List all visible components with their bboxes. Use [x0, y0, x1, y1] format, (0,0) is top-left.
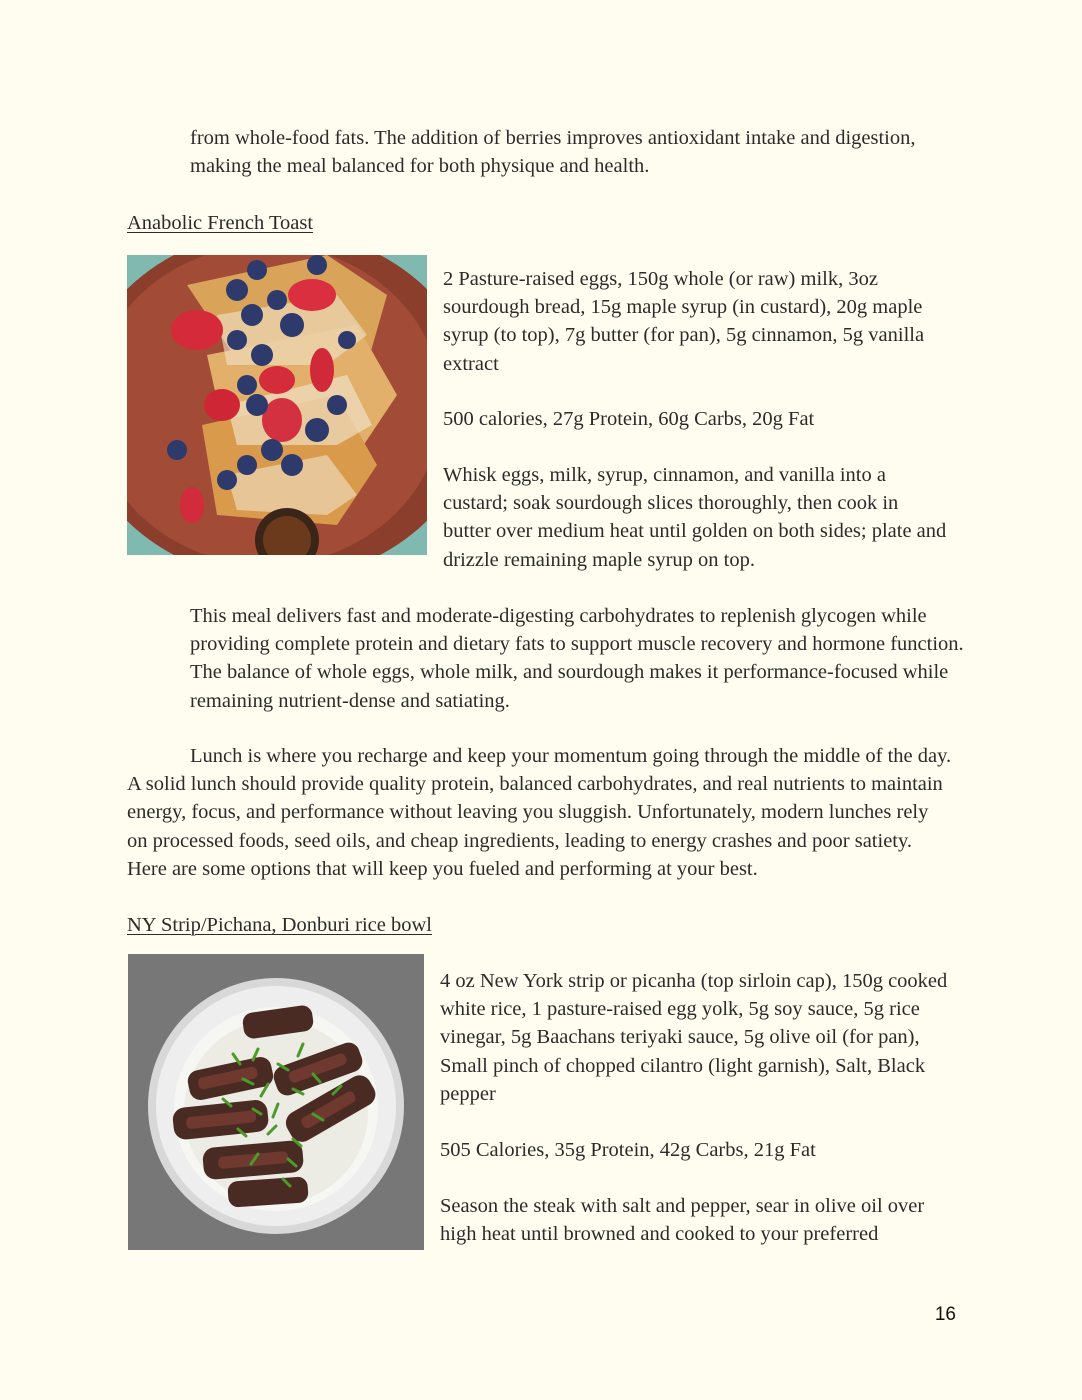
- french-toast-ingredients: 2 Pasture-raised eggs, 150g whole (or raw) milk, 3oz sourdough bread, 15g maple syrup (in custard), 20g maple syrup (to top), 7g butter (for pan), 5g cinnamon, 5g vanilla extract: [443, 268, 925, 375]
- french-toast-macros: 500 calories, 27g Protein, 60g Carbs, 20g Fat: [443, 408, 815, 430]
- lunch-intro: Lunch is where you recharge and keep your momentum going through the middle of the day. A solid lunch should provide quality protein, balanced carbohydrates, and real nutrients to maintain energy, focus, and performance without leaving you sluggish. Unfortunately, modern lunches rely on processed foods, seed oils, and cheap ingredients, leading to energy crashes and poor satiety. Here are some options that will keep you fueled and performing at your best.: [127, 745, 952, 880]
- french-toast-method: Whisk eggs, milk, syrup, cinnamon, and vanilla into a custard; soak sourdough slices thoroughly, then cook in butter over medium heat until golden on both sides; plate and drizzle remaining maple syrup on top.: [443, 464, 947, 571]
- french-toast-summary: This meal delivers fast and moderate-digesting carbohydrates to replenish glycogen while providing complete protein and dietary fats to support muscle recovery and hormone function. The balance of whole eggs, whole milk, and sourdough makes it performance-focused while remaining nutrient-dense and satiating.: [190, 605, 964, 712]
- intro-continuation: from whole-food fats. The addition of berries improves antioxidant intake and digestion, making the meal balanced for both physique and health.: [190, 127, 916, 178]
- recipe-title-french-toast: Anabolic French Toast: [127, 212, 314, 234]
- french-toast-photo: [127, 255, 427, 555]
- steak-rice-bowl-photo: [128, 954, 424, 1250]
- steak-bowl-macros: 505 Calories, 35g Protein, 42g Carbs, 21g Fat: [440, 1139, 816, 1161]
- page-number: 16: [934, 1304, 956, 1325]
- steak-bowl-ingredients: 4 oz New York strip or picanha (top sirloin cap), 150g cooked white rice, 1 pasture-raised egg yolk, 5g soy sauce, 5g rice vinegar, 5g Baachans teriyaki sauce, 5g olive oil (for pan), Small pinch of chopped cilantro (light garnish), Salt, Black pepper: [440, 970, 948, 1105]
- recipe-title-steak-bowl: NY Strip/Pichana, Donburi rice bowl: [127, 914, 432, 936]
- steak-bowl-method: Season the steak with salt and pepper, sear in olive oil over high heat until browned and cooked to your preferred: [440, 1195, 925, 1246]
